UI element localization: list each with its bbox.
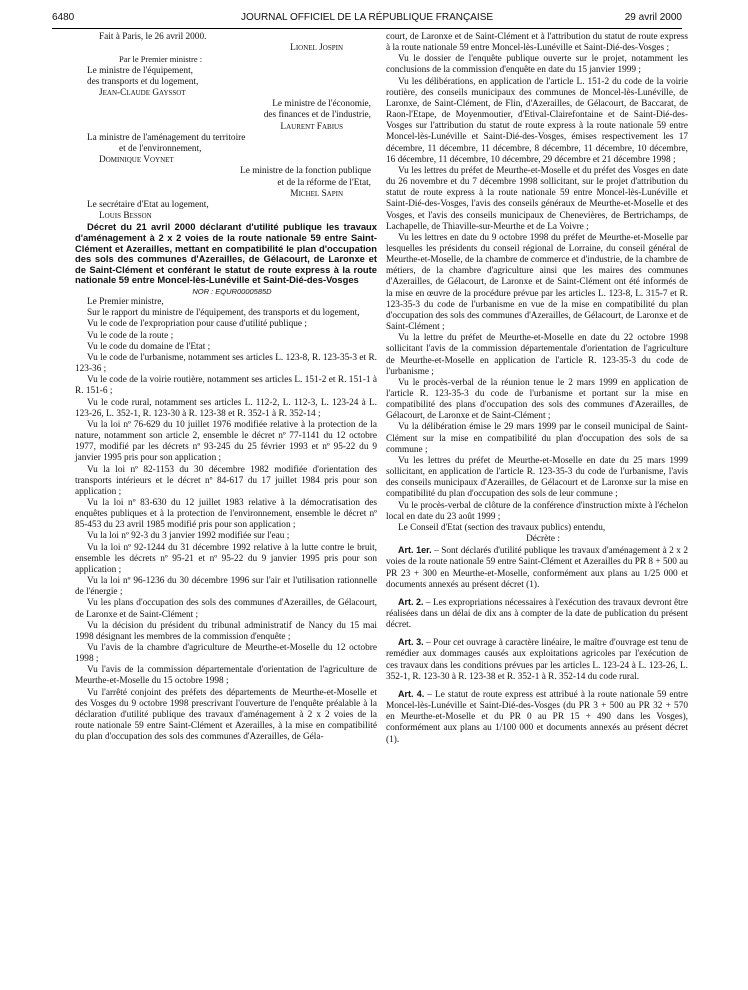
- paragraph: Vu la décision du président du tribunal administratif de Nancy du 15 mai 1998 désignant les membres de la commission d'enquête ;: [75, 620, 377, 642]
- journal-title: JOURNAL OFFICIEL DE LA RÉPUBLIQUE FRANÇAISE: [240, 12, 494, 23]
- minister-role: Le ministre de l'économie,: [272, 99, 371, 110]
- paragraph: Vu la loi nº 92-1244 du 31 décembre 1992 relative à la lutte contre le bruit, ensemble les décrets nº 95-21 et nº 95-22 du 9 janvier 1995 pris pour son application ;: [75, 542, 377, 575]
- paragraph: Vu le code de la route ;: [87, 330, 174, 341]
- paragraph: Vu l'avis de la commission départementale d'orientation de l'agriculture de Meurthe-et-Moselle du 15 octobre 1998 ;: [75, 665, 377, 687]
- paragraph: Le Conseil d'Etat (section des travaux publics) entendu,: [398, 522, 606, 533]
- paragraph: Vu les lettres du préfet de Meurthe-et-Moselle et du préfet des Vosges en date du 26 novembre et du 7 décembre 1998 sollicitant, sur le projet d'attribution du statut de route express à la route nationale 59 entre Moncel-lès-Lunéville et Saint-Dié-des-Vosges, l'avis des conseils généraux de Meurthe-et-Moselle et des Vosges, et l'avis des conseils municipaux de Chenevières, de Bertrichamps, de Lachapelle, de Thiaville-sur-Meurthe et de La Voivre ;: [386, 165, 688, 232]
- paragraph: Vu les plans d'occupation des sols des communes d'Azerailles, de Gélacourt, de Laronxe et de Saint-Clément ;: [75, 598, 377, 620]
- article: [386, 597, 688, 631]
- article: [386, 637, 688, 683]
- minister-name: Jean-Claude Gayssot: [99, 88, 186, 99]
- article-text: – Pour cet ouvrage à caractère linéaire, le maître d'ouvrage est tenu de remédier aux dommages causés aux exploitations agricoles par l'exécution de ces travaux dans les conditions prévues par les articles L. 123-24 à L. 123-26, L. 352-1, R. 123-30 à R. 123-38 et R. 352-1 à R. 352-14 du code rural.: [386, 638, 688, 682]
- minister-role: Le ministre de l'équipement,: [87, 65, 193, 76]
- paragraph: Vu le code de l'urbanisme, notamment ses articles L. 123-8, R. 123-35-3 et R. 123-36 ;: [75, 352, 377, 375]
- minister-name: Dominique Voynet: [99, 155, 174, 166]
- paragraph: court, de Laronxe et de Saint-Clément et à l'attribution du statut de route express à la route nationale 59 entre Moncel-lès-Lunéville et Saint-Dié-des-Vosges ;: [386, 32, 688, 54]
- page-header: [52, 10, 682, 29]
- place-date: Fait à Paris, le 26 avril 2000.: [99, 32, 207, 42]
- article-label: Art. 4.: [398, 688, 425, 699]
- paragraph: Vu l'avis de la chambre d'agriculture de Meurthe-et-Moselle du 12 octobre 1998 ;: [75, 643, 377, 665]
- paragraph: Vu les lettres en date du 9 octobre 1998 du préfet de Meurthe-et-Moselle par lesquelles les présidents du conseil régional de Lorraine, du conseil général de Meurthe-et-Moselle, de la chambre de commerce et d'industrie, de la chambre de métiers, de la chambre d'agriculture ainsi que les maires des communes d'Azerailles, de Gélacourt, de Laronxe et de Saint-Clément ont été informés de la mise en œuvre de la procédure prévue par les articles L. 123-8, L. 315-7 et R. 123-35-3 du code de l'urbanisme en vue de la mise en compatibilité du plan d'occupation des sols des communes d'Azerailles, de Gélacourt, de Laronxe et de Saint-Clément ;: [386, 232, 688, 333]
- paragraph: Vu la lettre du préfet de Meurthe-et-Moselle en date du 22 octobre 1998 sollicitant l'avis de la commission départementale d'orientation de l'agriculture de Meurthe-et-Moselle en application de l'article R. 123-35-3 du code de l'urbanisme ;: [386, 333, 688, 377]
- minister-role: et de la réforme de l'Etat,: [277, 177, 371, 188]
- article-text: – Le statut de route express est attribué à la route nationale 59 entre Moncel-lès-Lunéville et Saint-Dié-des-Vosges (du PR 3 + 500 au PR 32 + 570 en Meurthe-et-Moselle et du PR 0 au PR 15 + 490 dans les Vosges), conformément aux plans au 1/100 000 et documents annexés au présent décret (1).: [386, 689, 688, 745]
- minister-name: Laurent Fabius: [280, 121, 343, 132]
- minister-role: et de l'environnement,: [119, 144, 202, 155]
- decree-title: Décret du 21 avril 2000 déclarant d'utilité publique les travaux d'aménagement à 2 x 2 voies de la route nationale 59 entre Saint-Clément et Azerailles, mettant en compatibilité le plan d'occupation des sols des communes d'Azerailles, de Gélacourt, de Laronxe et de Saint-Clément et conférant le statut de route express à la route nationale 59 entre Moncel-lès-Lunéville et Saint-Dié-des-Vosges: [75, 221, 377, 286]
- decrete-heading: Décrète :: [526, 534, 560, 545]
- paragraph: Vu la loi nº 83-630 du 12 juillet 1983 relative à la démocratisation des enquêtes publiques et à la protection de l'environnement, ensemble le décret nº 85-453 du 23 avril 1985 modifié pris pour son application ;: [75, 497, 377, 531]
- left-paragraphs: [75, 297, 377, 743]
- minister-name: Michel Sapin: [290, 188, 343, 199]
- paragraph: Vu la loi nº 76-629 du 10 juillet 1976 modifiée relative à la protection de la nature, notamment son article 2, ensemble le décret nº 77-1141 du 12 octobre 1977, modifié par les décrets nº 93-245 du 25 février 1993 et nº 95-22 du 9 janvier 1995 pris pour son application ;: [75, 419, 377, 464]
- paragraph: Vu le dossier de l'enquête publique ouverte sur le projet, notamment les conclusions de la commission d'enquête en date du 15 janvier 1999 ;: [386, 54, 688, 76]
- left-column: [75, 32, 377, 743]
- article-label: Art. 3.: [398, 637, 424, 648]
- article: [386, 689, 688, 746]
- paragraph: Vu le code rural, notamment ses articles L. 112-2, L. 112-3, L. 123-24 à L. 123-26, L. 352-1, R. 123-30 à R. 123-38 et R. 352-1 à R. 352-14 ;: [75, 397, 377, 419]
- paragraph: Vu la délibération émise le 29 mars 1999 par le conseil municipal de Saint-Clément sur la mise en compatibilité du plan d'occupation des sols de sa commune ;: [386, 422, 688, 455]
- minister-role: La ministre de l'aménagement du territoire: [87, 132, 246, 143]
- article-label: Art. 1er.: [398, 545, 432, 556]
- paragraph: Vu la loi nº 82-1153 du 30 décembre 1982 modifiée d'orientation des transports intérieurs et le décret nº 84-617 du 17 juillet 1984 pris pour son application ;: [75, 464, 377, 497]
- minister-name: Louis Besson: [99, 211, 152, 222]
- paragraph: Vu le code de la voirie routière, notamment ses articles L. 151-2 et R. 151-1 à R. 151-6 ;: [75, 375, 377, 397]
- paragraph: Vu les délibérations, en application de l'article L. 151-2 du code de la voirie routière, des conseils municipaux des communes de Moncel-lès-Lunéville, de Laronxe, de Saint-Clément, de Flin, d'Azerailles, de Gélacourt, de Baccarat, de Raon-l'Etape, de Moyenmoutier, d'Etival-Clairefontaine et de Saint-Dié-des-Vosges sur l'attribution du statut de route express à la route nationale 59 entre Moncel-lès-Lunéville et Saint-Dié-des-Vosges, émises respectivement les 17 décembre, 11 décembre, 11 décembre, 8 décembre, 11 décembre, 10 décembre, 16 décembre, 11 décembre, 10 décembre, 29 décembre et 21 décembre 1998 ;: [386, 76, 688, 165]
- signer-name: Lionel Jospin: [290, 43, 343, 54]
- right-paragraphs: [386, 32, 688, 534]
- paragraph: Vu le procès-verbal de clôture de la conférence d'instruction mixte à l'échelon local en date du 23 août 1999 ;: [386, 500, 688, 522]
- right-column: [386, 32, 688, 746]
- issue-date: 29 avril 2000: [624, 12, 682, 23]
- minister-role: des transports et du logement,: [87, 76, 199, 87]
- article-text: – Les expropriations nécessaires à l'exécution des travaux devront être réalisées dans un délai de dix ans à compter de la date de publication du présent décret.: [386, 597, 688, 631]
- article-text: – Sont déclarés d'utilité publique les travaux d'aménagement à 2 x 2 voies de la route nationale 59 entre Saint-Clément et Azerailles du PR 8 + 500 au PR 23 + 300 en Meurthe-et-Moselle, conformément aux plans au 1/25 000 et documents annexés au présent décret (1).: [386, 546, 688, 590]
- paragraph: Sur le rapport du ministre de l'équipement, des transports et du logement,: [87, 308, 360, 319]
- nor-reference: NOR : EQUR0000585D: [192, 287, 272, 297]
- paragraph: Vu les lettres du préfet de Meurthe-et-Moselle en date du 25 mars 1999 sollicitant, en application de l'article R. 123-35-3 du code de l'urbanisme, l'avis des conseils municipaux d'Azerailles, de Gélacourt et de Laronxe sur la mise en compatibilité du plan d'occupation des sols de leur commune ;: [386, 455, 688, 500]
- paragraph: Vu le procès-verbal de la réunion tenue le 2 mars 1999 en application de l'article R. 123-35-3 du code de l'urbanisme et portant sur la mise en compatibilité des plans d'occupation des sols des communes d'Azerailles, de Gélacourt, de Laronxe et de Saint-Clément ;: [386, 377, 688, 422]
- paragraph: Vu le code du domaine de l'Etat ;: [87, 341, 211, 352]
- minister-role: Le ministre de la fonction publique: [240, 166, 371, 177]
- paragraph: Vu la loi nº 92-3 du 3 janvier 1992 modifiée sur l'eau ;: [87, 531, 290, 542]
- page-number: 6480: [52, 12, 75, 23]
- paragraph: Vu la loi nº 96-1236 du 30 décembre 1996 sur l'air et l'utilisation rationnelle de l'énergie ;: [75, 576, 377, 598]
- minister-role: des finances et de l'industrie,: [263, 110, 371, 121]
- minister-role: Le secrétaire d'Etat au logement,: [87, 200, 209, 211]
- paragraph: Le Premier ministre,: [87, 297, 164, 308]
- article-label: Art. 2.: [398, 596, 424, 607]
- by-prime-minister: Par le Premier ministre :: [119, 54, 203, 65]
- signature-block: [75, 32, 377, 222]
- articles: [386, 545, 688, 746]
- paragraph: Vu le code de l'expropriation pour cause d'utilité publique ;: [87, 319, 307, 330]
- article: [386, 545, 688, 591]
- paragraph: Vu l'arrêté conjoint des préfets des départements de Meurthe-et-Moselle et des Vosges du 9 octobre 1998 prescrivant l'ouverture de l'enquête préalable à la déclaration d'utilité publique des travaux d'aménagement à 2 x 2 voies de la route nationale 59 entre Saint-Clément et Azerailles, à la mise en compatibilité du plan d'occupation des sols des communes d'Azerailles, de Géla-: [75, 687, 377, 743]
